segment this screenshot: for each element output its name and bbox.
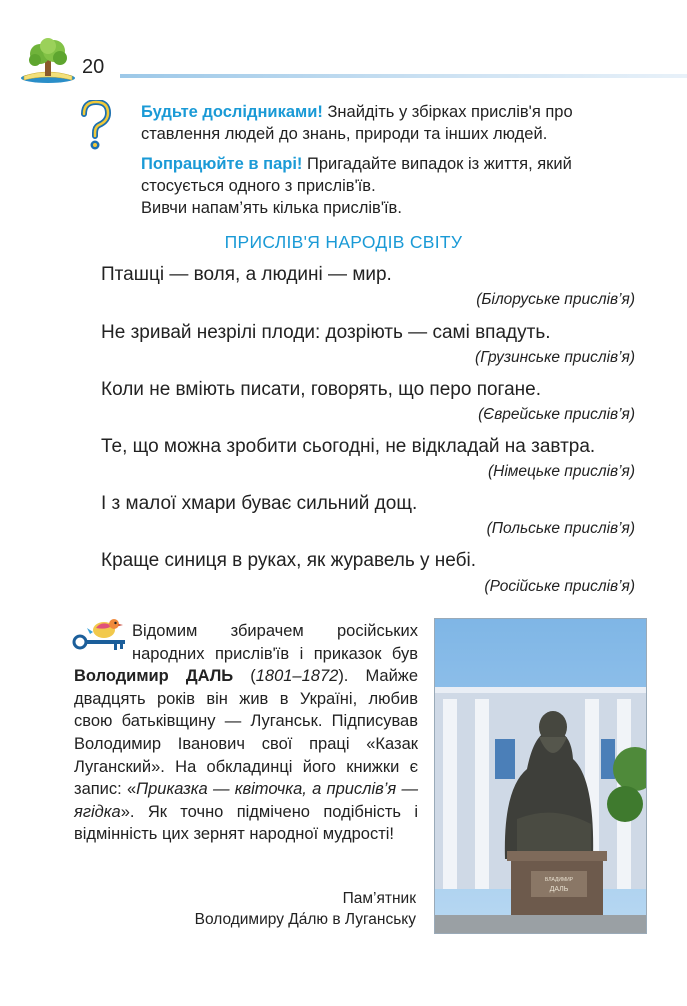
caption-line: Володимиру Да́лю в Луганську bbox=[194, 911, 416, 928]
proverb-origin: (Єврейське прислів’я) bbox=[478, 406, 635, 423]
photo-caption bbox=[150, 888, 416, 930]
proverb-origin: (Російське прислів’я) bbox=[484, 578, 635, 595]
proverb-origin: (Польське прислів’я) bbox=[486, 520, 635, 537]
proverb-text: Пташці — воля, а людині — мир. bbox=[101, 264, 392, 285]
task-text: Пригадайте випадок із життя, який bbox=[302, 155, 572, 173]
book-quote: Приказка — квіточка, а прислів’я — ягідка bbox=[74, 780, 418, 821]
page-number: 20 bbox=[82, 56, 105, 78]
task-text: стосується одного з прислів'їв. bbox=[141, 177, 376, 195]
tree-book-icon bbox=[20, 38, 76, 84]
task-explore bbox=[141, 101, 661, 145]
caption-line: Пам’ятник bbox=[342, 890, 416, 907]
task-lead: Будьте дослідниками! bbox=[141, 103, 323, 121]
question-mark-icon bbox=[78, 100, 112, 152]
info-paragraph bbox=[74, 620, 418, 846]
plaque-text: ВЛАДИМИР bbox=[544, 877, 574, 883]
header-divider bbox=[120, 74, 687, 78]
info-text: ». Як точно підмічено подібність і відмінність цих зернят народної мудрості! bbox=[74, 802, 418, 844]
task-text: ставлення людей до знань, природи та інших людей. bbox=[141, 125, 548, 143]
proverb-origin: (Білоруське прислів’я) bbox=[476, 291, 635, 308]
info-text: Відомим збирачем російських народних прислів'їв і приказок був bbox=[132, 622, 418, 663]
info-text: ). Майже двадцять років він жив в Україні, любив свою батьківщину — Луганськ. Підписував Володимир Іванович свої праці «Казак Луганский». На обкладинці його книжки є запис: « bbox=[74, 667, 418, 799]
monument-photo bbox=[434, 618, 647, 934]
proverb-origin: (Німецьке прислів’я) bbox=[488, 463, 635, 480]
proverb-text: Краще синиця в руках, як журавель у небі. bbox=[101, 550, 477, 571]
info-text: ( bbox=[233, 667, 256, 686]
proverb-text: Те, що можна зробити сьогодні, не відкладай на завтра. bbox=[101, 436, 596, 457]
task-text: Знайдіть у збірках прислів'я про bbox=[322, 103, 573, 121]
task-pair-work bbox=[141, 153, 661, 219]
task-text: Вивчи напам’ять кілька прислів'їв. bbox=[141, 199, 402, 217]
proverb-text: Коли не вміють писати, говорять, що перо погане. bbox=[101, 379, 541, 400]
task-lead: Попрацюйте в парі! bbox=[141, 155, 303, 173]
proverb-origin: (Грузинське прислів’я) bbox=[475, 349, 635, 366]
plaque-text: ДАЛЬ bbox=[549, 886, 569, 893]
life-years: 1801–1872 bbox=[255, 667, 339, 686]
collector-name: Володимир ДАЛЬ bbox=[74, 667, 234, 686]
proverb-text: І з малої хмари буває сильний дощ. bbox=[101, 493, 418, 514]
proverb-text: Не зривай незрілі плоди: дозріють — самі впадуть. bbox=[101, 322, 551, 343]
section-title: ПРИСЛІВ'Я НАРОДІВ СВІТУ bbox=[224, 232, 463, 252]
